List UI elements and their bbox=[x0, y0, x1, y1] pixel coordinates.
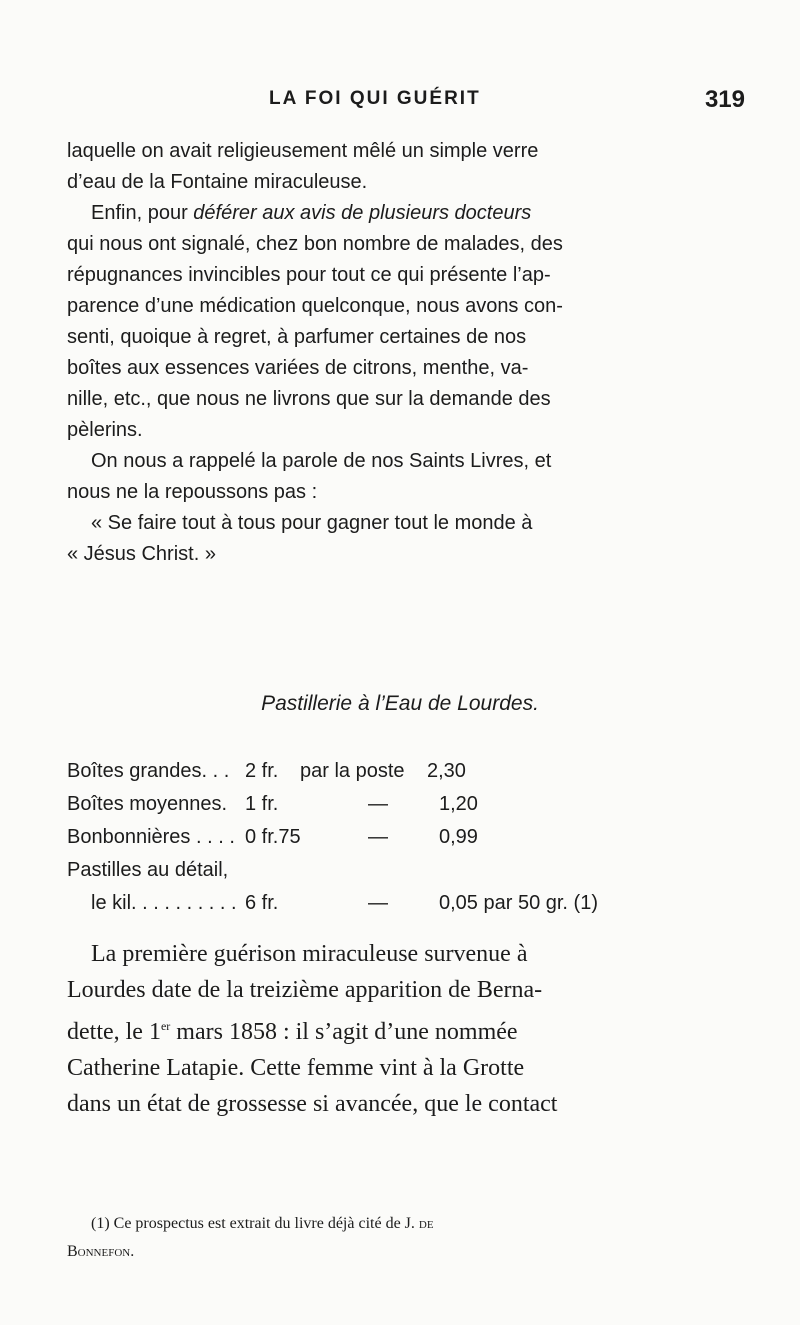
running-title: LA FOI QUI GUÉRIT bbox=[269, 88, 481, 109]
text-line: dette, le 1er mars 1858 : il s’agit d’une nommée bbox=[67, 1019, 518, 1045]
text-line: senti, quoique à regret, à parfumer certaines de nos bbox=[67, 326, 527, 348]
section-title: Pastillerie à l’Eau de Lourdes. bbox=[261, 692, 539, 715]
shipping-amount: 2,30 bbox=[427, 760, 466, 782]
superscript: er bbox=[160, 1019, 171, 1033]
text-line: nille, etc., que nous ne livrons que sur la demande des bbox=[67, 388, 551, 410]
price-row bbox=[67, 760, 747, 793]
price-item: Bonbonnières . . . . bbox=[67, 826, 235, 848]
quote-line: « Se faire tout à tous pour gagner tout le monde à bbox=[91, 512, 533, 534]
text-line: Lourdes date de la treizième apparition de Berna- bbox=[67, 977, 543, 1003]
shipping-amount: 0,99 bbox=[439, 826, 478, 848]
text-line: Catherine Latapie. Cette femme vint à la Grotte bbox=[67, 1055, 525, 1081]
price-item: Pastilles au détail, bbox=[67, 859, 229, 881]
price-row bbox=[67, 793, 747, 826]
footnote-author-particle: de bbox=[418, 1215, 434, 1232]
footnote-author: Bonnefon. bbox=[67, 1243, 135, 1260]
text-line: La première guérison miraculeuse survenue à bbox=[91, 941, 528, 967]
price-item: Boîtes moyennes. bbox=[67, 793, 228, 815]
shipping-amount: 1,20 bbox=[439, 793, 478, 815]
price-value: 6 fr. bbox=[245, 892, 279, 914]
text-line: boîtes aux essences variées de citrons, menthe, va- bbox=[67, 357, 529, 379]
price-row bbox=[67, 892, 747, 925]
price-item: Boîtes grandes. . . bbox=[67, 760, 230, 782]
text-line: Enfin, pour déférer aux avis de plusieurs docteurs bbox=[91, 202, 532, 224]
shipping-label: par la poste bbox=[300, 760, 405, 782]
price-row bbox=[67, 859, 747, 892]
page-header bbox=[255, 86, 745, 116]
quote-line: « Jésus Christ. » bbox=[67, 543, 216, 565]
text-line: d’eau de la Fontaine miraculeuse. bbox=[67, 171, 368, 193]
text-line: nous ne la repoussons pas : bbox=[67, 481, 318, 503]
price-value: 0 fr.75 bbox=[245, 826, 301, 848]
text-line: parence d’une médication quelconque, nous avons con- bbox=[67, 295, 563, 317]
price-item: le kil. . . . . . . . . . bbox=[91, 892, 237, 914]
price-table bbox=[67, 760, 747, 925]
shipping-amount: 0,05 par 50 gr. (1) bbox=[439, 892, 598, 914]
text-line: laquelle on avait religieusement mêlé un simple verre bbox=[67, 140, 539, 162]
page-number: 319 bbox=[704, 86, 745, 113]
text-line: pèlerins. bbox=[67, 419, 143, 441]
ditto-dash: — bbox=[368, 826, 388, 848]
text-line: dans un état de grossesse si avancée, que le contact bbox=[67, 1091, 558, 1117]
price-value: 2 fr. bbox=[245, 760, 279, 782]
italic-phrase: déférer aux avis de plusieurs docteurs bbox=[193, 202, 532, 224]
body-paragraphs-top bbox=[67, 136, 737, 570]
ditto-dash: — bbox=[368, 793, 388, 815]
ditto-dash: — bbox=[368, 892, 388, 914]
price-value: 1 fr. bbox=[245, 793, 279, 815]
text-line: qui nous ont signalé, chez bon nombre de malades, des bbox=[67, 233, 563, 255]
price-row bbox=[67, 826, 747, 859]
footnote: (1) Ce prospectus est extrait du livre déjà cité de J. de Bonnefon. bbox=[67, 1210, 737, 1266]
text-line: On nous a rappelé la parole de nos Saints Livres, et bbox=[91, 450, 552, 472]
body-paragraph-bottom bbox=[67, 936, 737, 1122]
text-line: répugnances invincibles pour tout ce qui présente l’ap- bbox=[67, 264, 551, 286]
